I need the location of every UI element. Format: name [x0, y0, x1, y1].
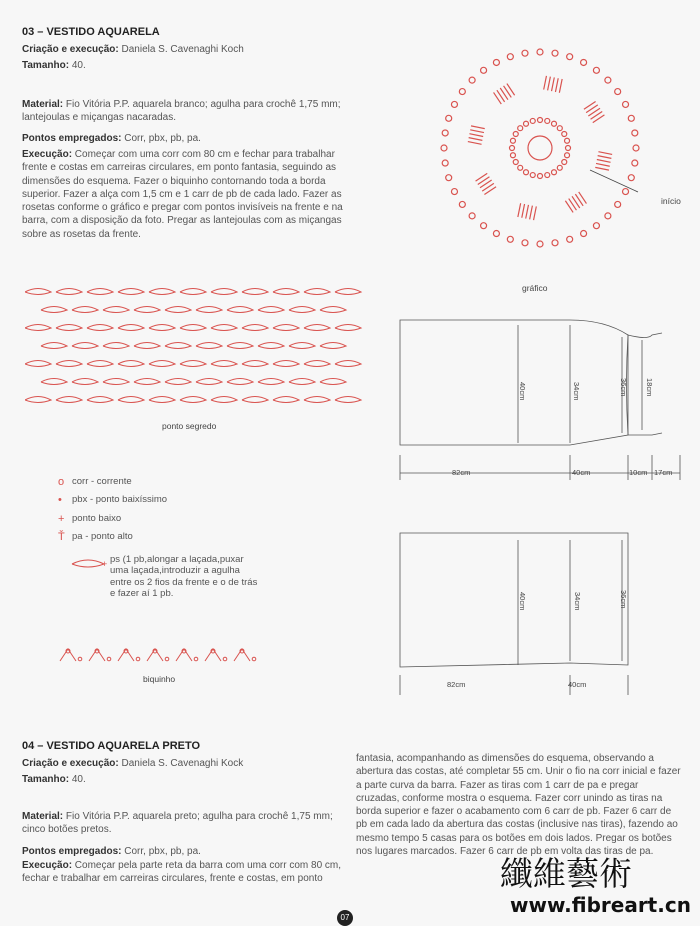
legend-single: + ponto baixo [58, 513, 122, 525]
execution-paragraph: Execução: Começar com uma corr com 80 cm e fechar para trabalhar frente e costas em carreiras circulares, em ponto fantasia, seguindo as dimensões do esquema. Fazer o biquinho contornando toda a borda superior. Fazer a alça com 1,5 cm e 1 carr de pb de cada lado. Fazer as rosetas conforme o gráfico e pregar com pontos invisíveis na frente e na barra, com a disposição da foto. Pregar as lantejoulas com as miçangas sobre as rosetas da frente. [22, 149, 343, 240]
ps-stitch-icon [70, 556, 110, 572]
ponto-segredo-pattern [25, 282, 375, 412]
biquinho-caption: biquinho [143, 674, 176, 684]
size-line: Tamanho: 40. [22, 60, 86, 71]
ponto-segredo-caption: ponto segredo [162, 421, 217, 431]
chain-icon: o [58, 476, 65, 488]
watermark-logo-text: 纖維藝術 [500, 854, 632, 893]
double-crochet-icon: Ť [58, 531, 65, 543]
legend-slip: • pbx - ponto baixíssimo [58, 494, 168, 506]
schema1-h34: 34cm [572, 382, 581, 401]
execution-paragraph-04-col2: fantasia, acompanhando as dimensões do esquema, observando a abertura das costas, até completar 55 cm. Unir o fio na corr inicial e fazer a parte curva da barra. Fazer as tiras com 1 carr de pa e pregar cruzadas, conforme mostra o esquema. Fazer corr unindo as tiras na borda superior e fazer o acabamento com 6 carr de pb. Fazer 6 carr de pb em cada lado da abertura das costas (inclusive nas tiras), fazendo ao mesmo tempo 5 casas para os botões em dois lados. Pregar os botões nos lugares marcados. Fazer 6 carr de pb em volta das tiras de pa. [356, 753, 681, 858]
schema1-h36: 36cm [619, 378, 628, 397]
single-crochet-icon: + [58, 513, 65, 525]
material-paragraph: Material: Fio Vitória P.P. aquarela branco; agulha para crochê 1,75 mm; lantejoulas e miçangas nacaradas. [22, 99, 341, 124]
schema-03 [390, 305, 700, 495]
schema1-h40: 40cm [518, 382, 527, 401]
schema1-h18: 18cm [645, 378, 654, 397]
schema1-w40: 40cm [572, 468, 591, 477]
material-paragraph-04: Material: Fio Vitória P.P. aquarela preto; agulha para crochê 1,75 mm; cinco botões pretos. [22, 811, 333, 836]
inicio-label: início [661, 196, 681, 206]
legend-ps: ps (1 pb,alongar a laçada,puxar uma laçada,introduzir a agulha entre os 2 fios da frente e o de trás e fazer aí 1 pb. [110, 554, 258, 600]
schema2-w40: 40cm [568, 680, 587, 689]
schema2-h34: 34cm [573, 592, 582, 611]
schema1-w17: 17cm [654, 468, 673, 477]
legend-chain: o corr - corrente [58, 476, 132, 488]
schema2-w82: 82cm [447, 680, 466, 689]
rosette-chart [420, 30, 660, 270]
schema-04 [390, 525, 650, 700]
schema2-h40: 40cm [518, 592, 527, 611]
page-number: 07 [337, 910, 353, 926]
size-line-04: Tamanho: 40. [22, 774, 86, 785]
schema1-w10: 10cm [629, 468, 648, 477]
legend-double: Ť pa - ponto alto [58, 531, 133, 543]
watermark-url: www.fibreart.cn [510, 893, 691, 917]
stitches-line-04: Pontos empregados: Corr, pbx, pb, pa. [22, 846, 201, 857]
svg-text:+: + [102, 559, 108, 569]
slip-stitch-icon: • [58, 494, 62, 506]
section-title-03: 03 – VESTIDO AQUARELA [22, 26, 160, 38]
credit-line: Criação e execução: Daniela S. Cavenaghi Koch [22, 44, 244, 55]
schema1-w82: 82cm [452, 468, 471, 477]
grafico-caption: gráfico [522, 283, 548, 293]
execution-paragraph-04: Execução: Começar pela parte reta da barra com uma corr com 80 cm, fechar e trabalhar em carreiras circulares, frente e costas, em ponto [22, 860, 342, 885]
credit-line-04: Criação e execução: Daniela S. Cavenaghi Kock [22, 758, 244, 769]
biquinho-pattern [55, 645, 270, 667]
section-title-04: 04 – VESTIDO AQUARELA PRETO [22, 740, 201, 752]
schema2-h36: 36cm [619, 590, 628, 609]
stitches-line: Pontos empregados: Corr, pbx, pb, pa. [22, 133, 201, 144]
